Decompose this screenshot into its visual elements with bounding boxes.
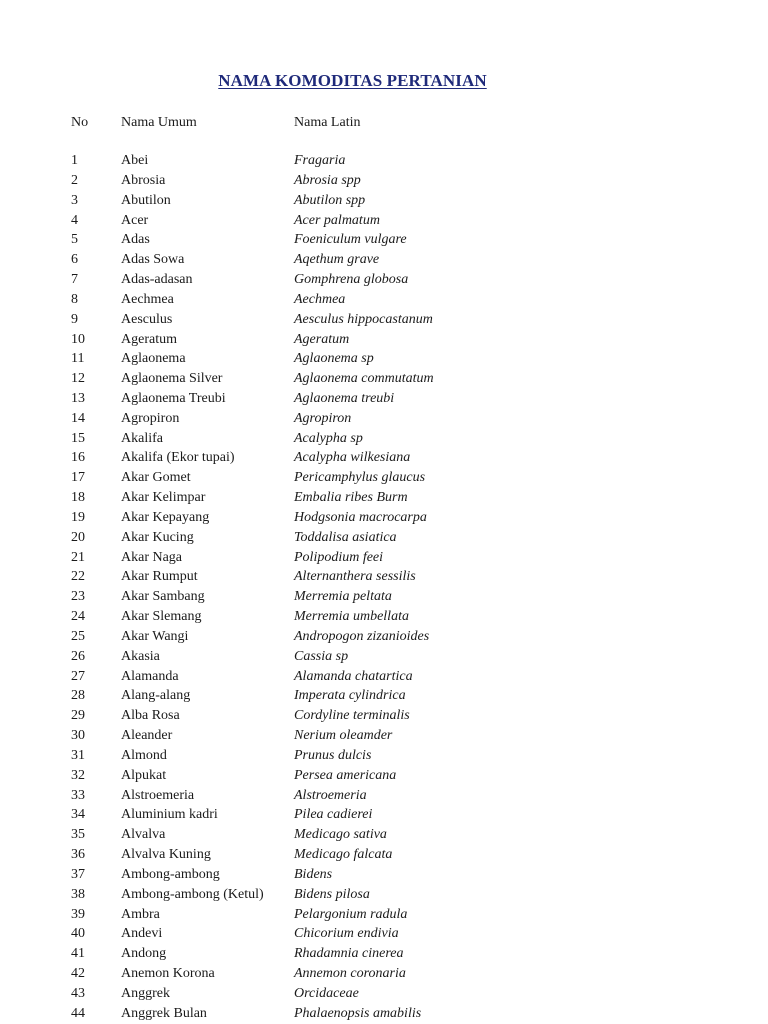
table-row [0,905,768,925]
row-number: 40 [71,926,85,942]
common-name: Aglaonema Silver [121,371,223,387]
table-row [0,528,768,548]
row-number: 25 [71,628,85,644]
common-name: Aluminium kadri [121,807,218,823]
common-name: Akar Kepayang [121,509,210,525]
table-row [0,508,768,528]
table-row [0,1004,768,1024]
common-name: Akar Wangi [121,628,189,644]
table-row [0,686,768,706]
row-number: 14 [71,410,85,426]
latin-name: Embalia ribes Burm [294,490,408,506]
latin-name: Persea americana [294,767,397,783]
table-row [0,667,768,687]
common-name: Almond [121,747,167,763]
table-row [0,330,768,350]
common-name: Abei [121,153,149,168]
row-number: 35 [71,827,85,843]
table-header [0,113,768,133]
row-number: 4 [71,212,78,228]
table-row [0,191,768,211]
common-name: Adas [121,232,150,248]
latin-name: Prunus dulcis [294,747,372,763]
common-name: Anemon Korona [121,966,215,981]
row-number: 16 [71,450,85,466]
table-row [0,865,768,885]
table-row [0,726,768,746]
row-number: 7 [71,272,78,287]
table-row [0,567,768,587]
latin-name: Aglaonema sp [294,351,374,367]
common-name: Anggrek [121,985,170,1001]
latin-name: Bidens pilosa [294,886,370,902]
latin-name: Andropogon zizanioides [294,628,430,644]
common-name: Akar Gomet [121,470,191,486]
row-number: 12 [71,371,85,387]
row-number: 9 [71,311,78,327]
column-header-common-name: Nama Umum [121,115,197,130]
row-number: 37 [71,866,85,882]
latin-name: Medicago falcata [294,847,393,862]
table-row [0,448,768,468]
latin-name: Toddalisa asiatica [294,529,397,545]
row-number: 42 [71,966,85,981]
table-row [0,766,768,786]
row-number: 1 [71,153,78,168]
table-row [0,409,768,429]
latin-name: Aglaonema commutatum [294,371,434,387]
common-name: Andevi [121,926,163,942]
common-name: Abutilon [121,192,171,208]
latin-name: Alstroemeria [294,787,367,803]
table-row [0,924,768,944]
latin-name: Nerium oleamder [294,728,393,744]
column-header-latin-name: Nama Latin [294,115,361,130]
table-row [0,230,768,250]
row-number: 11 [71,351,85,367]
table-row [0,805,768,825]
table-row [0,786,768,806]
table-row [0,548,768,568]
latin-name: Pilea cadierei [294,807,373,823]
row-number: 39 [71,906,85,922]
row-number: 22 [71,569,85,585]
row-number: 44 [71,1005,85,1021]
row-number: 3 [71,192,78,208]
table-row [0,746,768,766]
common-name: Alstroemeria [121,787,195,803]
row-number: 32 [71,767,85,783]
common-name: Akalifa (Ekor tupai) [121,450,235,466]
table-row [0,627,768,647]
common-name: Adas-adasan [121,272,193,287]
row-number: 8 [71,291,78,307]
table-row [0,310,768,330]
row-number: 30 [71,728,85,744]
latin-name: Cassia sp [294,648,349,664]
latin-name: Pericamphylus glaucus [294,470,426,486]
table-row [0,706,768,726]
common-name: Aleander [121,728,173,744]
common-name: Alvalva Kuning [121,847,211,862]
latin-name: Orcidaceae [294,985,359,1001]
row-number: 27 [71,668,85,684]
latin-name: Rhadamnia cinerea [294,946,404,962]
latin-name: Acalypha sp [294,430,363,446]
column-header-no: No [71,115,89,130]
common-name: Aglaonema Treubi [121,391,226,406]
latin-name: Pelargonium radula [294,906,408,922]
row-number: 43 [71,985,85,1001]
table-row [0,270,768,290]
common-name: Acer [121,212,149,228]
common-name: Akar Rumput [121,569,198,585]
latin-name: Imperata cylindrica [294,688,406,704]
table-row [0,151,768,171]
latin-name: Aechmea [294,291,346,307]
row-number: 28 [71,688,85,704]
table-row [0,607,768,627]
latin-name: Agropiron [294,410,352,426]
latin-name: Bidens [294,866,333,882]
row-number: 17 [71,470,85,486]
table-row [0,171,768,191]
common-name: Abrosia [121,172,166,188]
table-row [0,885,768,905]
table-row [0,587,768,607]
common-name: Alamanda [121,668,179,684]
latin-name: Aglaonema treubi [294,391,395,406]
row-number: 20 [71,529,85,545]
table-row [0,964,768,984]
row-number: 10 [71,331,85,347]
page-title: NAMA KOMODITAS PERTANIAN [218,71,487,90]
row-number: 21 [71,549,85,565]
common-name: Agropiron [121,410,180,426]
common-name: Alba Rosa [121,708,180,724]
common-name: Akar Slemang [121,609,202,625]
row-number: 19 [71,509,85,525]
table-row [0,488,768,508]
row-number: 24 [71,609,85,625]
common-name: Ambong-ambong [121,866,220,882]
latin-name: Alternanthera sessilis [294,569,416,585]
table-row [0,429,768,449]
common-name: Andong [121,946,167,962]
common-name: Akar Kucing [121,529,194,545]
latin-name: Medicago sativa [294,827,387,843]
common-name: Ambong-ambong (Ketul) [121,886,264,902]
latin-name: Acalypha wilkesiana [294,450,411,466]
latin-name: Polipodium feei [294,549,384,565]
row-number: 38 [71,886,85,902]
row-number: 34 [71,807,85,823]
table-row [0,468,768,488]
row-number: 33 [71,787,85,803]
latin-name: Phalaenopsis amabilis [294,1005,422,1021]
latin-name: Acer palmatum [294,212,380,228]
latin-name: Cordyline terminalis [294,708,410,724]
latin-name: Aqethum grave [294,252,380,268]
common-name: Alang-alang [121,688,191,704]
common-name: Akar Naga [121,549,183,565]
row-number: 2 [71,172,78,188]
common-name: Adas Sowa [121,252,185,268]
row-number: 18 [71,490,85,506]
common-name: Aesculus [121,311,173,327]
table-row [0,349,768,369]
table-row [0,250,768,270]
table-row [0,369,768,389]
common-name: Aechmea [121,291,174,307]
table-row [0,647,768,667]
table-row [0,944,768,964]
common-name: Anggrek Bulan [121,1005,207,1021]
row-number: 13 [71,391,85,406]
latin-name: Merremia peltata [294,589,392,605]
common-name: Ageratum [121,331,177,347]
latin-name: Aesculus hippocastanum [294,311,433,327]
row-number: 23 [71,589,85,605]
table-row [0,984,768,1004]
table-row [0,290,768,310]
row-number: 26 [71,648,85,664]
row-number: 15 [71,430,85,446]
common-name: Ambra [121,906,160,922]
latin-name: Hodgsonia macrocarpa [294,509,427,525]
row-number: 31 [71,747,85,763]
table-row [0,845,768,865]
latin-name: Annemon coronaria [294,966,406,981]
latin-name: Foeniculum vulgare [294,232,407,248]
common-name: Aglaonema [121,351,186,367]
common-name: Alpukat [121,767,167,783]
row-number: 29 [71,708,85,724]
common-name: Akalifa [121,430,163,446]
latin-name: Merremia umbellata [294,609,409,625]
latin-name: Alamanda chatartica [294,668,413,684]
row-number: 36 [71,847,85,862]
common-name: Akar Kelimpar [121,490,206,506]
latin-name: Ageratum [294,331,350,347]
table-row [0,825,768,845]
common-name: Alvalva [121,827,166,843]
latin-name: Abrosia spp [294,172,361,188]
latin-name: Gomphrena globosa [294,272,409,287]
row-number: 41 [71,946,85,962]
common-name: Akasia [121,648,160,664]
common-name: Akar Sambang [121,589,205,605]
table-row [0,389,768,409]
latin-name: Abutilon spp [294,192,366,208]
latin-name: Chicorium endivia [294,926,399,942]
row-number: 5 [71,232,78,248]
row-number: 6 [71,252,78,268]
latin-name: Fragaria [294,153,346,168]
table-row [0,211,768,231]
